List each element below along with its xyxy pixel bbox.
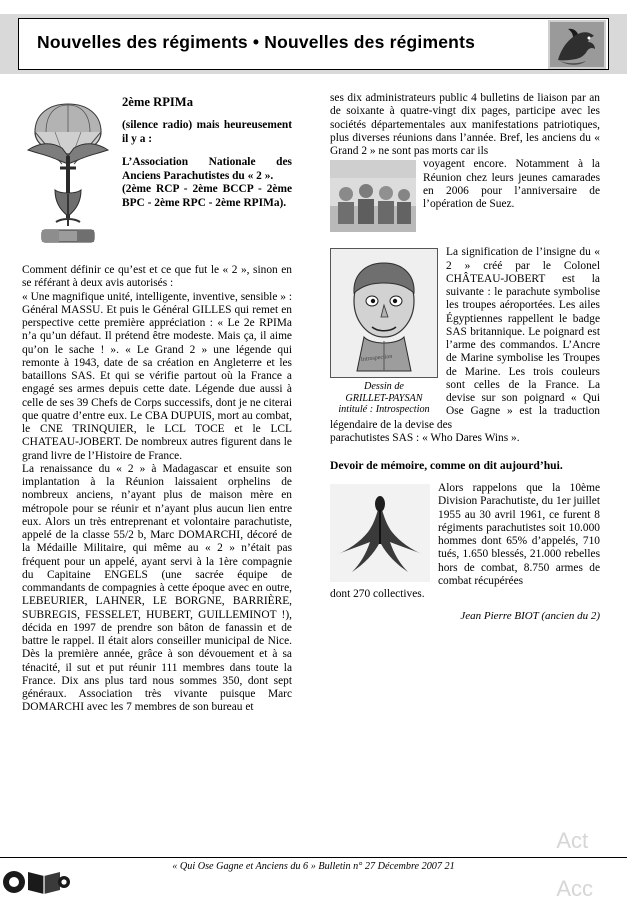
insigne-caption — [330, 381, 438, 416]
memory-heading: Devoir de mémoire, comme on dit aujourd’hui. — [330, 459, 563, 472]
association-regiments: (2ème RCP - 2ème BCCP - 2ème BPC - 2ème RPC - 2ème RPIMa). — [122, 183, 292, 209]
insigne-block — [330, 246, 600, 445]
author-signature: Jean Pierre BIOT (ancien du 2) — [460, 610, 600, 623]
watermark-text — [545, 805, 593, 901]
footer-divider — [0, 857, 627, 858]
header-box — [18, 18, 609, 70]
right-paragraph-top: ses dix administrateurs public 4 bulletins de liaison par an de soixante à quatre-vingt dix pages, participe avec les sociétés départementales aux manifestations patriotiques, plus diverses réunions dans l’année. Bref, les anciens du « Grand 2 » ne sont pas morts car ils — [330, 92, 600, 157]
veterans-photo-block — [330, 158, 600, 234]
open-book-logo-icon — [2, 866, 72, 896]
left-paragraph-1: Comment définir ce qu’est et ce que fut le « 2 », sinon en se référant à deux avis autorisés : — [22, 264, 292, 290]
veterans-group-photo-icon — [330, 160, 416, 232]
left-paragraph-3: La renaissance du « 2 » à Madagascar et ensuite son implantation à la Réunion laissaient orphelins de nombreux anciens, n’ayant plus de maison mère en métropole pour se réunir et n’ayant plus aucun lien entre eux. Alors un très entreprenant et volontaire parachutiste, appelé de la classe 55/2 b, Marc DOMARCHI, décoré de la Médaille Militaire, qui même au « 2 » n’était pas fréquent pour un appelé, ayant servi à la 1ère compagnie du Capitaine ENGELS (une sacrée équipe de commandants de compagnies à cette époque avec en outre, LEBEURIER, LAHNER, LE BORGNE, BARRIÈRE, SUBREGIS, FESSELET, HUBERT, GUILLEMINOT !), décida en 1997 de prendre son bâton de fanassin et de battre le rappel. Il était alors conseiller municipal de Nice. Dès la première année, grâce à son dévouement et à sa ténacité, il sut et put réunir 111 membres dans toute la France. Dix ans plus tard nous sommes 350, dont sept généraux. Association très vivante puisque Marc DOMARCHI avec les 7 membres de son bureau et — [22, 462, 292, 714]
dragon-heraldic-emblem-icon — [548, 20, 606, 69]
right-paragraph-top-wrap: voyagent encore. Notamment à la Réunion chez leurs jeunes camarades en 2006 pour l’anniversaire de l’opération de Suez. — [423, 158, 600, 210]
parachutist-wing-badge-icon — [330, 484, 430, 582]
right-column — [330, 92, 600, 624]
watermark-line2: Acc — [556, 876, 593, 901]
association-name: L’Association Nationale des Anciens Parachutistes du « 2 ». — [122, 156, 292, 182]
memory-paragraph: Alors rappelons que la 10ème Division Parachutiste, du 1er juillet 1955 au 30 avril 1961, ce furent 8 régiments parachutistes soit 10.000 hommes dont 65% d’appelés, 710 tués, 1.650 blessés, 21.000 rebelles hors de combat, 8.750 armes de combat récupérées — [438, 482, 600, 587]
unit-title: 2ème RPIMa — [122, 95, 193, 109]
insigne-caption-line3: intitulé : Introspection — [338, 404, 430, 416]
watermark-line1: Act — [556, 828, 589, 853]
memory-block — [330, 482, 600, 601]
left-paragraph-2: « Une magnifique unité, intelligente, inventive, sensible » : Général MASSU. Et puis le Général GILLES qui remet en perspective cette première appréciation : « Le 2e RPIMa n’a qu’un défaut. Il prétend être modeste. Mais ça, il aime qu’on le sache ! ». « Le Grand 2 » une légende qui remonte à 1943, date de sa création en Angleterre et les bataillons SAS. Et qui se vérifie partout où la France a engagé ses armes depuis cette date. Légende due aussi à celle de ses 39 Chefs de Corps successifs, dont je ne citerai que quatre d’entre eux. Le CBA DUPUIS, mort au combat, le CNE TRINQUIER, le LCL TOCE et le LCL CHATEAU-JOBERT. De nombreux autres figurent dans le grand livre de l’Histoire de France. — [22, 290, 292, 462]
insigne-caption-line2: GRILLET-PAYSAN — [345, 392, 423, 404]
unit-intro-block — [22, 96, 292, 256]
unit-subtitle: (silence radio) mais heureusement il y a : — [122, 119, 292, 145]
memory-paragraph-end: dont 270 collectives. — [330, 588, 425, 601]
insigne-paragraph: La signification de l’insigne du « 2 » créé par le Colonel CHÂTEAU-JOBERT est la suivante : le parachute symbolise les troupes aéroportées. Les ailes Égyptiennes rappellent le badge SAS britannique. Le poignard est l’arme des commandos. L’Ancre de Marine symbolise les Troupes de Marine. Les trois couleurs sont celles de la France. La devise sur son poignard « Qui Ose Gagne » est la traduction légendaire de la devise des — [330, 246, 600, 431]
insigne-paragraph-end: parachutistes SAS : « Who Dares Wins ». — [330, 431, 520, 444]
caricature-drawing-introspection-icon — [330, 248, 438, 378]
footer-caption: « Qui Ose Gagne et Anciens du 6 » Bulletin n° 27 Décembre 2007 21 — [172, 861, 455, 872]
insigne-caption-line1: Dessin de — [364, 381, 404, 393]
parachute-regiment-insignia-icon — [22, 98, 114, 250]
insigne-figure — [330, 248, 438, 416]
svg-text:Introspection: Introspection — [360, 353, 393, 364]
left-column — [22, 92, 292, 715]
page-title: Nouvelles des régiments • Nouvelles des régiments — [37, 32, 476, 52]
